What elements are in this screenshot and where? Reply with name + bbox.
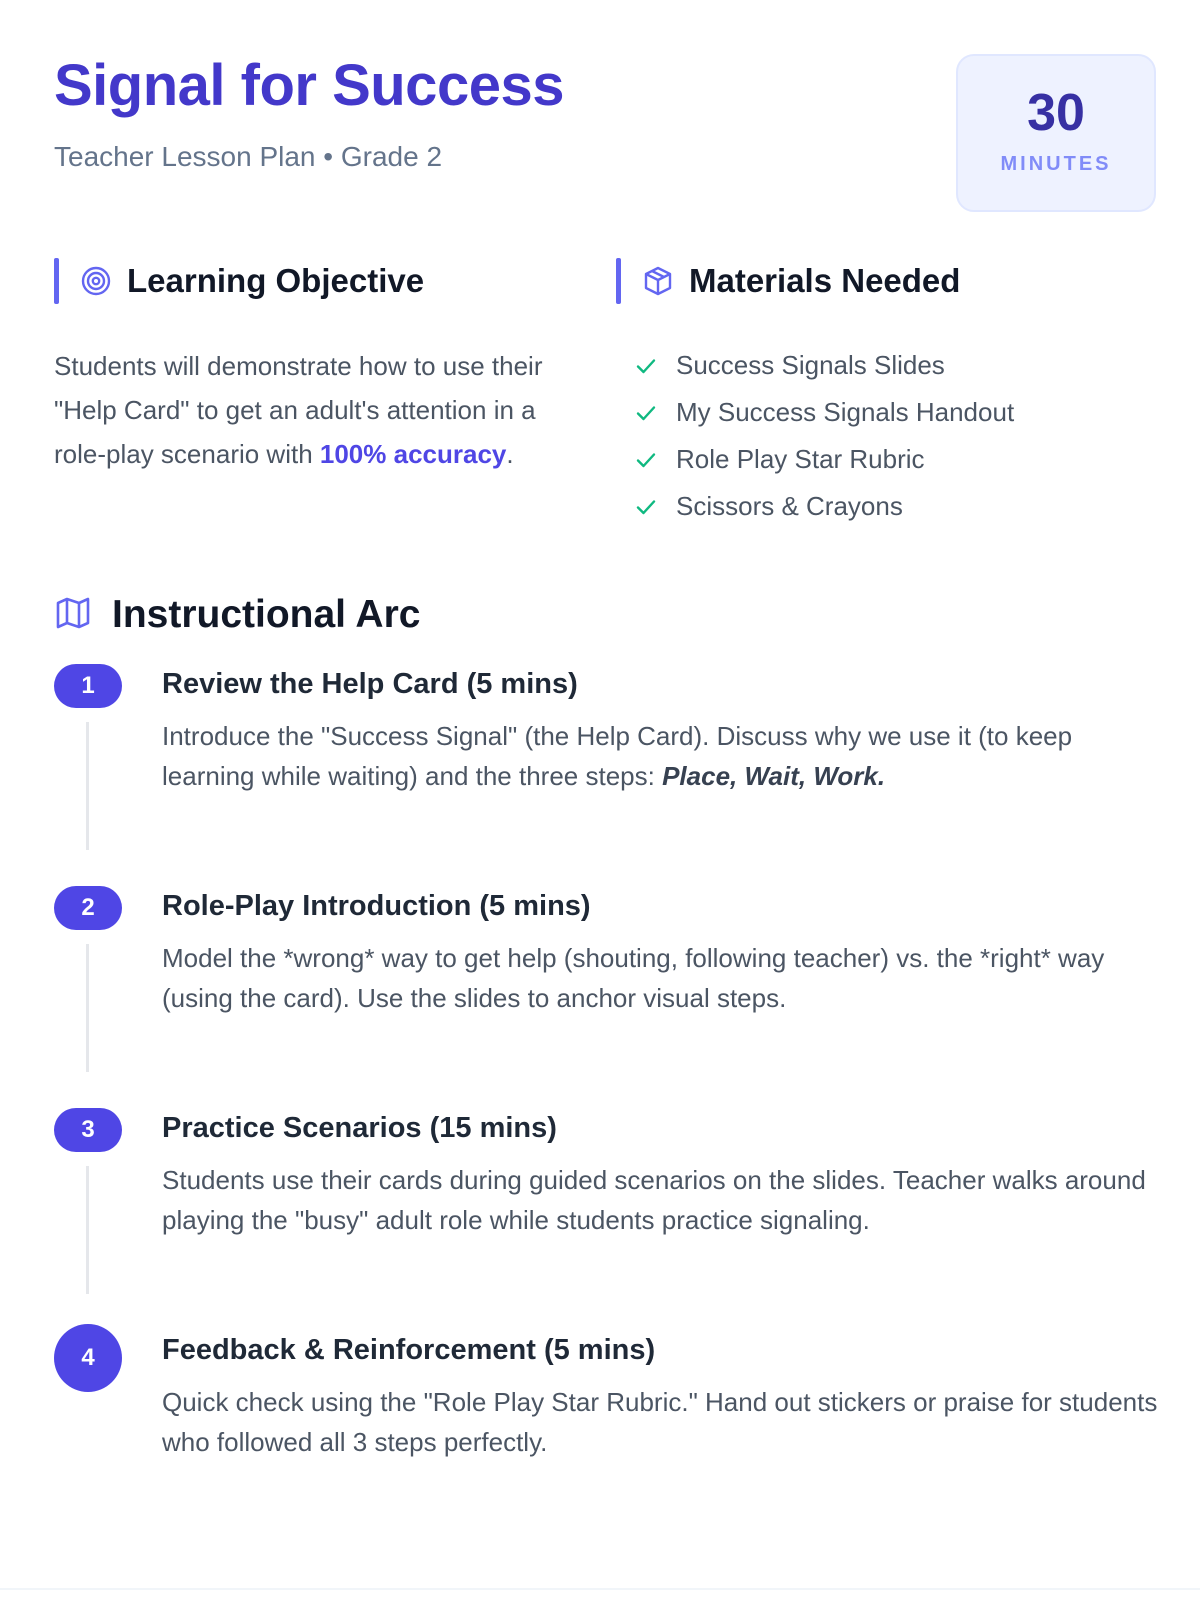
arc-step	[54, 664, 1164, 854]
list-item	[634, 389, 1014, 436]
arc-heading: Instructional Arc	[112, 593, 421, 636]
step-title: Feedback & Reinforcement (5 mins)	[162, 1334, 656, 1366]
material-label: Scissors & Crayons	[676, 491, 903, 521]
material-label: Role Play Star Rubric	[676, 444, 925, 474]
step-number: 4	[54, 1324, 122, 1392]
objective-header	[54, 258, 424, 304]
objective-text-main: Students will demonstrate how to use their "Help Card" to get an adult's attention in a role-play scenario with	[54, 351, 543, 469]
page-subtitle: Teacher Lesson Plan • Grade 2	[54, 141, 443, 172]
objective-accuracy: 100% accuracy	[319, 439, 507, 469]
duration-unit: MINUTES	[1000, 153, 1112, 175]
step-emphasis: Place, Wait, Work.	[662, 761, 886, 791]
arc-step	[54, 1108, 1164, 1298]
section-accent-bar	[54, 258, 59, 304]
material-label: Success Signals Slides	[676, 350, 945, 380]
materials-header	[616, 258, 960, 304]
arc-header	[54, 592, 420, 638]
list-item	[634, 436, 1014, 483]
section-accent-bar	[616, 258, 621, 304]
objective-heading: Learning Objective	[127, 262, 425, 299]
step-description: Students use their cards during guided scenarios on the slides. Teacher walks around playing the "busy" adult role while students practice signaling.	[162, 1165, 1146, 1235]
list-item	[634, 483, 1014, 530]
map-icon	[54, 594, 92, 637]
step-title: Practice Scenarios (15 mins)	[162, 1112, 557, 1144]
box-icon	[641, 264, 675, 298]
list-item	[634, 342, 1014, 389]
duration-badge	[956, 54, 1156, 212]
step-title: Review the Help Card (5 mins)	[162, 668, 578, 700]
check-icon	[634, 401, 658, 425]
page-title: Signal for Success	[54, 53, 564, 118]
duration-value: 30	[1027, 84, 1085, 142]
materials-list	[634, 342, 1014, 530]
check-icon	[634, 448, 658, 472]
timeline-line	[86, 944, 89, 1072]
timeline-line	[86, 722, 89, 850]
check-icon	[634, 354, 658, 378]
step-number: 3	[54, 1108, 122, 1152]
step-number: 2	[54, 886, 122, 930]
step-description: Model the *wrong* way to get help (shouting, following teacher) vs. the *right* way (using the card). Use the slides to anchor visual steps.	[162, 943, 1105, 1013]
arc-step	[54, 886, 1164, 1076]
objective-text-end: .	[506, 439, 514, 469]
step-description	[162, 716, 1162, 796]
step-title: Role-Play Introduction (5 mins)	[162, 890, 591, 922]
step-description: Quick check using the "Role Play Star Rubric." Hand out stickers or praise for students who followed all 3 steps perfectly.	[162, 1387, 1158, 1457]
arc-step	[54, 1330, 1164, 1470]
target-icon	[79, 264, 113, 298]
step-description-text: Introduce the "Success Signal" (the Help Card). Discuss why we use it (to keep learning while waiting) and the three steps:	[162, 721, 1073, 791]
step-number: 1	[54, 664, 122, 708]
material-label: My Success Signals Handout	[676, 397, 1015, 427]
materials-heading: Materials Needed	[689, 262, 961, 299]
footer-divider	[0, 1588, 1200, 1590]
objective-text	[54, 344, 574, 476]
check-icon	[634, 495, 658, 519]
timeline-line	[86, 1166, 89, 1294]
